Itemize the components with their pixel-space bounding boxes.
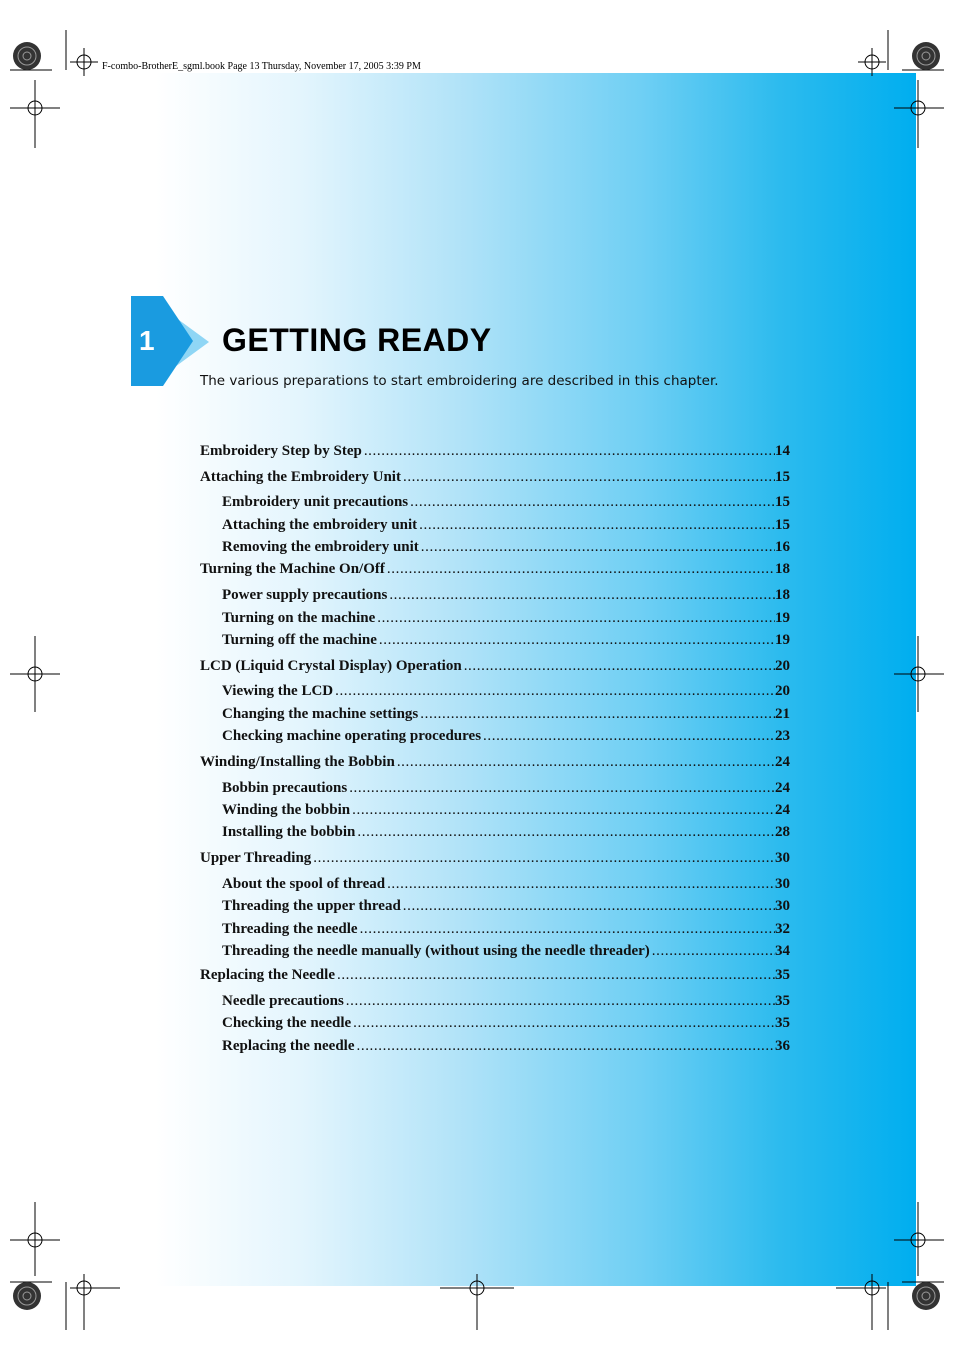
toc-entry-title: Checking the needle	[222, 1015, 352, 1031]
toc-entry-page: 36	[775, 1038, 790, 1054]
toc-entry-title: Embroidery Step by Step	[200, 443, 362, 459]
toc-entry-page: 35	[775, 1015, 790, 1031]
toc-entry-page: 23	[775, 728, 790, 744]
toc-entry-page: 15	[775, 517, 790, 533]
toc-entry-page: 19	[775, 610, 790, 626]
toc-entry-title: Replacing the needle	[222, 1038, 355, 1054]
toc-entry-page: 21	[775, 706, 790, 722]
toc-entry-title: Winding/Installing the Bobbin	[200, 754, 395, 770]
toc-entry-title: About the spool of thread	[222, 876, 386, 892]
toc-entry-title: Attaching the embroidery unit	[222, 517, 418, 533]
toc-entry-title: Needle precautions	[222, 993, 344, 1009]
toc-entry-page: 20	[775, 658, 790, 674]
toc-entry-page: 30	[775, 898, 790, 914]
toc-entry-page: 15	[775, 494, 790, 510]
toc-entry-title: Threading the upper thread	[222, 898, 401, 914]
toc-entry-page: 16	[775, 539, 790, 555]
toc-entry-title: Threading the needle	[222, 921, 358, 937]
toc-entry-page: 15	[775, 469, 790, 485]
toc-entry-title: Installing the bobbin	[222, 824, 356, 840]
toc-entry-page: 35	[775, 967, 790, 983]
toc-entry-title: Replacing the Needle	[200, 967, 335, 983]
toc-entry-page: 24	[775, 754, 790, 770]
toc-entry-page: 34	[775, 943, 790, 959]
toc-entry-page: 19	[775, 632, 790, 648]
toc-entry-title: Power supply precautions	[222, 587, 388, 603]
toc-entry-title: Threading the needle manually (without using the needle threader)	[222, 943, 650, 959]
toc-entry-title: Checking machine operating procedures	[222, 728, 482, 744]
toc-entry-title: Embroidery unit precautions	[222, 494, 409, 510]
toc-entry-page: 24	[775, 780, 790, 796]
toc-entry-title: Removing the embroidery unit	[222, 539, 419, 555]
toc-entry-page: 24	[775, 802, 790, 818]
toc-entry-title: Turning off the machine	[222, 632, 377, 648]
print-file-info: F-combo-BrotherE_sgml.book Page 13 Thursday, November 17, 2005 3:39 PM	[102, 61, 421, 72]
chapter-number: 1	[139, 325, 155, 356]
toc-entry-page: 18	[775, 561, 790, 577]
toc-entry-title: Turning on the machine	[222, 610, 376, 626]
toc-entry-page: 35	[775, 993, 790, 1009]
toc-entry-page: 18	[775, 587, 790, 603]
toc-entry-title: Bobbin precautions	[222, 780, 348, 796]
toc-entry-page: 14	[775, 443, 790, 459]
toc-entry-title: Turning the Machine On/Off	[200, 561, 385, 577]
toc-entry-title: Changing the machine settings	[222, 706, 419, 722]
toc-entry-page: 20	[775, 683, 790, 699]
toc-entry-page: 32	[775, 921, 790, 937]
toc-entry-title: Attaching the Embroidery Unit	[200, 469, 401, 485]
chapter-title: GETTING READY	[222, 322, 492, 358]
toc-entry-page: 30	[775, 850, 790, 866]
toc-entry-page: 28	[775, 824, 790, 840]
toc-entry-title: LCD (Liquid Crystal Display) Operation	[200, 658, 462, 674]
toc-entry-title: Viewing the LCD	[222, 683, 334, 699]
toc-entry-page: 30	[775, 876, 790, 892]
toc-entry-title: Upper Threading	[200, 850, 312, 866]
toc-entry-title: Winding the bobbin	[222, 802, 351, 818]
chapter-description: The various preparations to start embroidering are described in this chapter.	[200, 373, 719, 389]
